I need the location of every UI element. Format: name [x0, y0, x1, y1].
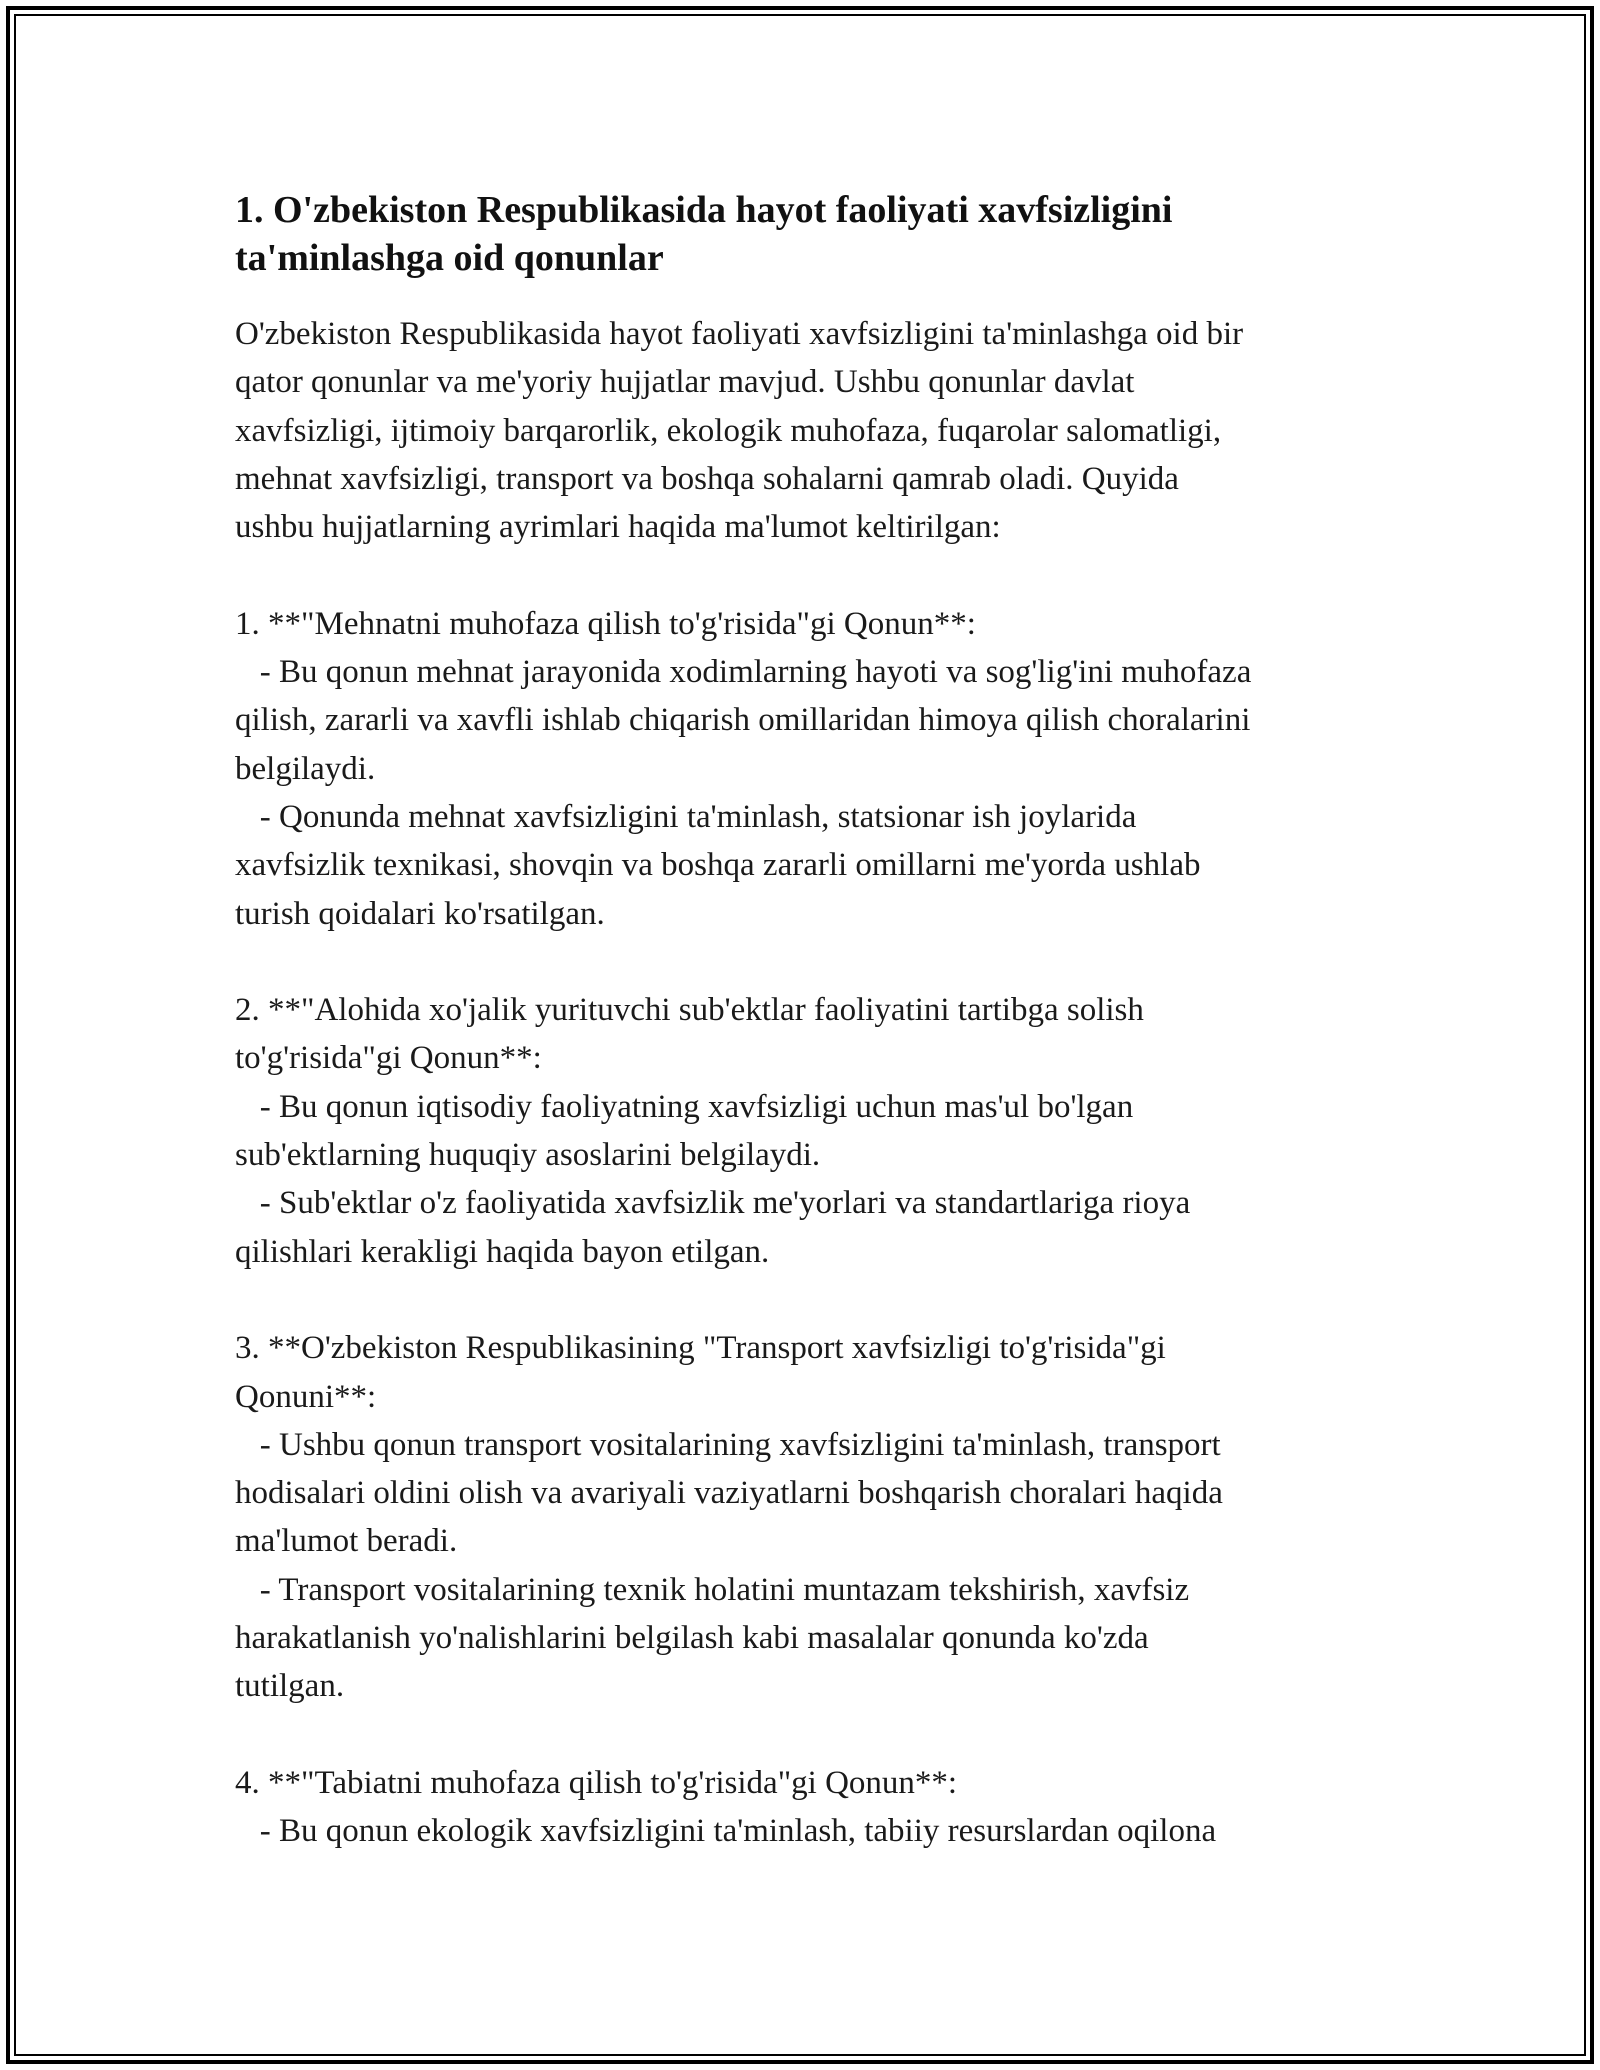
document-title: 1. O'zbekiston Respublikasida hayot faoliyati xavfsizligini ta'minlashga oid qonunlar	[235, 189, 1173, 279]
document-body-text: O'zbekiston Respublikasida hayot faoliyati xavfsizligini ta'minlashga oid bir qator qonunlar va me'yoriy hujjatlar mavjud. Ushbu qonunlar davlat xavfsizligi, ijtimoiy barqarorlik, ekologik muhofaza, fuqarolar salomatligi, mehnat xavfsizligi, transport va boshqa sohalarni qamrab oladi. Quyida ushbu hujjatlarning ayrimlari haqida ma'lumot keltirilgan: 1. **"Mehnatni muhofaza qilish to'g'risida"gi Qonun**: - Bu qonun mehnat jarayonida xodimlarning hayoti va sog'lig'ini muhofaza qilish, zararli va xavfli ishlab chiqarish omillaridan himoya qilish choralarini belgilaydi. - Qonunda mehnat xavfsizligini ta'minlash, statsionar ish joylarida xavfsizlik texnikasi, shovqin va boshqa zararli omillarni me'yorda ushlab turish qoidalari ko'rsatilgan. 2. **"Alohida xo'jalik yurituvchi sub'ektlar faoliyatini tartibga solish to'g'risida"gi Qonun**: - Bu qonun iqtisodiy faoliyatning xavfsizligi uchun mas'ul bo'lgan sub'ektlarning huquqiy asoslarini belgilaydi. - Sub'ektlar o'z faoliyatida xavfsizlik me'yorlari va standartlariga rioya qilishlari kerakligi haqida bayon etilgan. 3. **O'zbekiston Respublikasining "Transport xavfsizligi to'g'risida"gi Qonuni**: - Ushbu qonun transport vositalarining xavfsizligini ta'minlash, transport hodisalari oldini olish va avariyali vaziyatlarni boshqarish choralari haqida ma'lumot beradi. - Transport vositalarining texnik holatini muntazam tekshirish, xavfsiz harakatlanish yo'nalishlarini belgilash kabi masalalar qonunda ko'zda tutilgan. 4. **"Tabiatni muhofaza qilish to'g'risida"gi Qonun**: - Bu qonun ekologik xavfsizligini ta'minlash, tabiiy resurslardan oqilona	[235, 316, 1252, 1850]
document-content	[235, 186, 1375, 1856]
